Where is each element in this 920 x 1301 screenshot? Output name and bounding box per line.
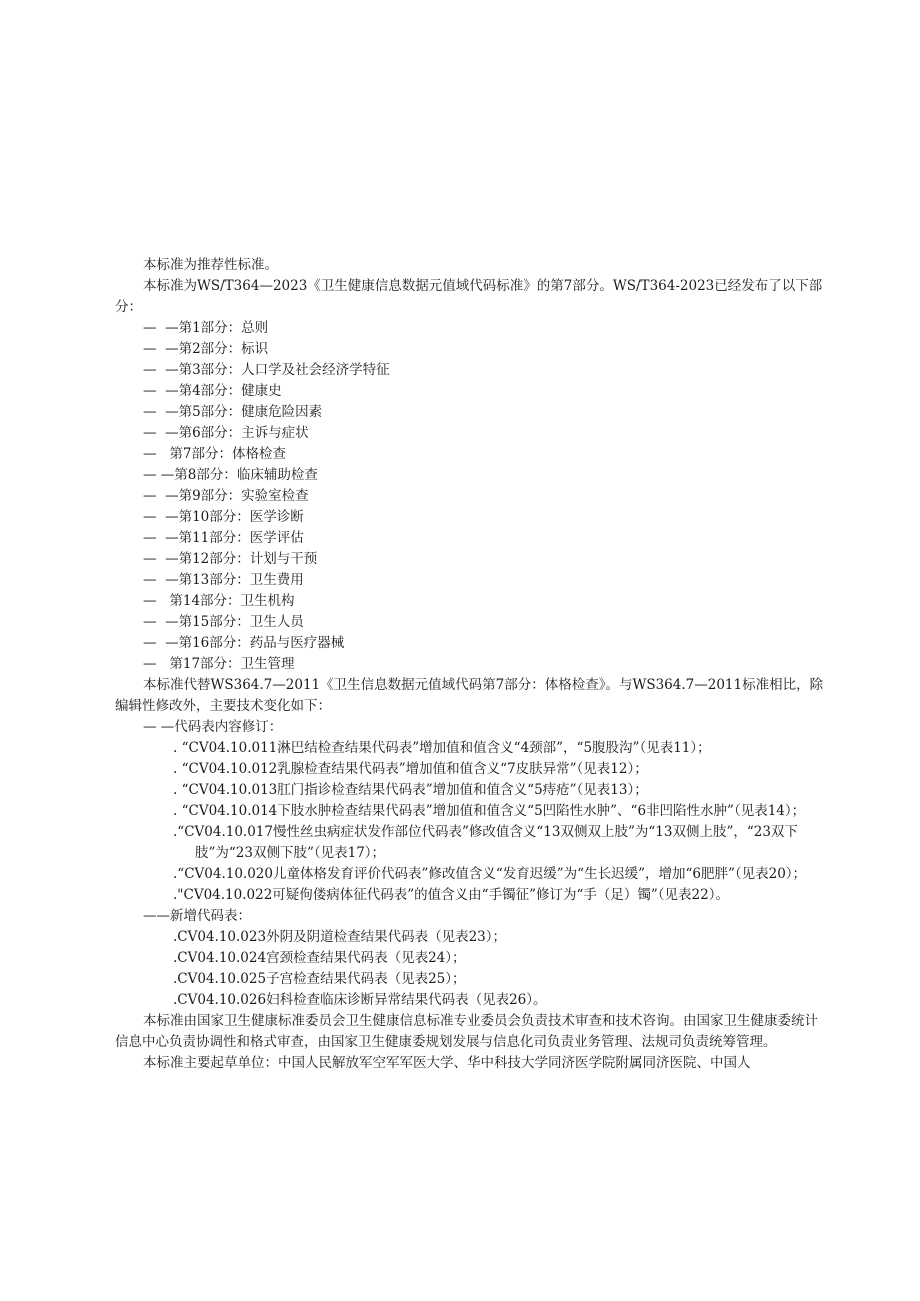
list-item: .CV04.10.024宫颈检查结果代码表（见表24）； bbox=[173, 950, 466, 966]
list-item: — —第4部分：健康史 bbox=[143, 383, 282, 399]
paragraph-part-intro: 本标准为WS/T364—2023《卫生健康信息数据元值域代码标准》的第7部分。WS/T364-2023已经发布了以下部分： bbox=[115, 278, 823, 315]
list-item: — —第1部分：总则 bbox=[143, 320, 269, 336]
list-item: . “CV04.10.014下肢水肿检查结果代码表”增加值和值含义“5凹陷性水肿”、“6非凹陷性水肿”（见表14）； bbox=[173, 803, 806, 819]
list-item: — —第10部分：医学诊断 bbox=[143, 509, 304, 525]
list-item: — —第13部分：卫生费用 bbox=[143, 572, 304, 588]
list-item: — —第6部分：主诉与症状 bbox=[143, 425, 309, 441]
list-item: — 第7部分：体格检查 bbox=[143, 446, 286, 462]
paragraph-replacement: 本标准代替WS364.7—2011《卫生信息数据元值域代码第7部分：体格检查》。与WS364.7—2011标准相比，除编辑性修改外，主要技术变化如下： bbox=[115, 677, 824, 714]
list-item: .CV04.10.025子宫检查结果代码表（见表25）； bbox=[173, 971, 466, 987]
list-item: — —第8部分：临床辅助检查 bbox=[143, 467, 318, 483]
list-item: . “CV04.10.013肛门指诊检查结果代码表”增加值和值含义“5痔疮”（见表13）； bbox=[173, 782, 648, 798]
new-tables-list bbox=[115, 927, 827, 1011]
list-item: .“CV04.10.020儿童体格发育评价代码表”修改值含义“发育迟缓”为“生长迟缓”，增加“6肥胖”（见表20）； bbox=[173, 866, 807, 882]
list-item: .CV04.10.023外阴及阴道检查结果代码表（见表23）； bbox=[173, 929, 507, 945]
new-tables-heading: ——新增代码表： bbox=[143, 908, 251, 924]
foreword-body bbox=[115, 255, 827, 1074]
list-item: ."CV04.10.022可疑佝偻病体征代码表”的值含义由“手镯征”修订为“手（足）镯”（见表22）。 bbox=[173, 887, 729, 903]
list-item: — —第2部分：标识 bbox=[143, 341, 269, 357]
list-item: — 第14部分：卫生机构 bbox=[143, 593, 295, 609]
list-item: . “CV04.10.012乳腺检查结果代码表”增加值和值含义“7皮肤异常”（见表12）； bbox=[173, 761, 648, 777]
list-item: .“CV04.10.017慢性丝虫病症状发作部位代码表”修改值含义“13双侧双上肢”为“13双侧上肢”，“23双下肢”为“23双侧下肢”（见表17）； bbox=[173, 824, 798, 861]
list-item: — —第11部分：医学评估 bbox=[143, 530, 304, 546]
paragraph-recommended: 本标准为推荐性标准。 bbox=[143, 257, 278, 273]
list-item: — —第15部分：卫生人员 bbox=[143, 614, 304, 630]
parts-list bbox=[115, 318, 827, 675]
list-item: — 第17部分：卫生管理 bbox=[143, 656, 295, 672]
list-item: — —第12部分：计划与干预 bbox=[143, 551, 318, 567]
list-item: .CV04.10.026妇科检查临床诊断异常结果代码表（见表26）。 bbox=[173, 992, 547, 1008]
list-item: . “CV04.10.011淋巴结检查结果代码表”增加值和值含义“4颈部”，“5腹股沟”（见表11）； bbox=[173, 740, 711, 756]
paragraph-committee: 本标准由国家卫生健康标准委员会卫生健康信息标准专业委员会负责技术审查和技术咨询。由国家卫生健康委统计信息中心负责协调性和格式审查，由国家卫生健康委规划发展与信息化司负责业务管理、法规司负责统筹管理。 bbox=[115, 1013, 818, 1050]
list-item: — —第5部分：健康危险因素 bbox=[143, 404, 323, 420]
revision-heading: — —代码表内容修订： bbox=[143, 719, 283, 735]
paragraph-drafting-units: 本标准主要起草单位：中国人民解放军空军军医大学、华中科技大学同济医学院附属同济医院、中国人 bbox=[143, 1055, 751, 1071]
list-item: — —第16部分：药品与医疗器械 bbox=[143, 635, 345, 651]
list-item: — —第3部分：人口学及社会经济学特征 bbox=[143, 362, 390, 378]
revision-list bbox=[115, 738, 827, 906]
list-item: — —第9部分：实验室检查 bbox=[143, 488, 309, 504]
